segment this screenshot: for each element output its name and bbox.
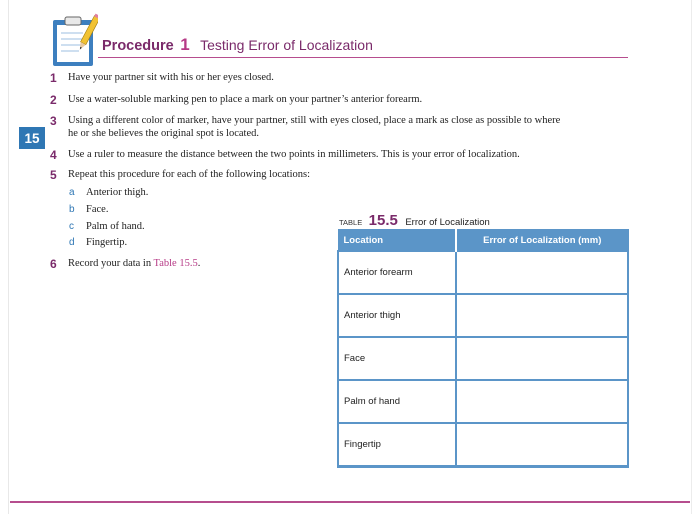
procedure-word: Procedure	[102, 38, 174, 54]
step-text: Repeat this procedure for each of the following locations:	[68, 169, 311, 180]
step-text-end: .	[197, 258, 201, 269]
clipboard-pencil-icon	[50, 12, 98, 68]
substep-c	[69, 221, 145, 233]
step-text: Record your data in	[68, 258, 152, 269]
substep-text: Face.	[86, 204, 109, 215]
error-of-localization-table	[337, 229, 629, 468]
column-header-location: Location	[338, 230, 456, 252]
step-6	[50, 258, 200, 273]
substep-text: Fingertip.	[86, 237, 128, 248]
table-row	[338, 337, 628, 380]
table-reference-link[interactable]: Table 15.5	[153, 258, 198, 269]
location-cell: Fingertip	[338, 423, 456, 467]
table-number: 15.5	[368, 212, 398, 229]
table-title: Error of Localization	[405, 217, 490, 228]
error-entry-cell[interactable]	[456, 423, 628, 467]
step-text: Have your partner sit with his or her eyes closed.	[68, 72, 274, 83]
step-text-line-2: he or she believes the original spot is located.	[68, 127, 259, 139]
substep-letter: c	[69, 221, 74, 232]
substep-d	[69, 237, 127, 249]
step-text-line-1: Using a different color of marker, have your partner, still with eyes closed, place a mark as close as possible to where	[68, 115, 561, 126]
step-number: 4	[50, 148, 57, 162]
step-4	[50, 149, 520, 164]
error-entry-cell[interactable]	[456, 294, 628, 337]
table-label: TABLE	[339, 218, 363, 227]
step-3	[50, 115, 560, 140]
location-cell: Anterior thigh	[338, 294, 456, 337]
error-entry-cell[interactable]	[456, 337, 628, 380]
column-header-error: Error of Localization (mm)	[456, 230, 628, 252]
table-caption	[339, 212, 490, 230]
header-divider	[98, 57, 628, 58]
location-cell: Face	[338, 337, 456, 380]
chapter-tab: 15	[19, 127, 45, 149]
table-row	[338, 251, 628, 294]
left-page-rule	[8, 0, 9, 514]
step-number: 2	[50, 93, 57, 107]
substep-letter: a	[69, 187, 75, 198]
location-cell: Palm of hand	[338, 380, 456, 423]
table-row	[338, 423, 628, 467]
substep-text: Palm of hand.	[86, 221, 145, 232]
substep-b	[69, 204, 108, 216]
step-text: Use a water-soluble marking pen to place a mark on your partner’s anterior forearm.	[68, 94, 423, 105]
substep-letter: d	[69, 237, 75, 248]
table-row	[338, 380, 628, 423]
substep-a	[69, 187, 148, 199]
step-text: Use a ruler to measure the distance between the two points in millimeters. This is your error of localization.	[68, 149, 520, 160]
procedure-header	[102, 35, 373, 55]
procedure-title: Testing Error of Localization	[200, 37, 373, 53]
location-cell: Anterior forearm	[338, 251, 456, 294]
right-page-rule	[691, 0, 692, 514]
procedure-number: 1	[180, 35, 190, 54]
substep-letter: b	[69, 204, 75, 215]
error-entry-cell[interactable]	[456, 251, 628, 294]
table-header-row	[338, 230, 628, 252]
page-bottom-divider	[10, 501, 690, 503]
step-2	[50, 94, 422, 109]
step-number: 1	[50, 71, 57, 85]
substep-text: Anterior thigh.	[86, 187, 149, 198]
table-row	[338, 294, 628, 337]
step-1	[50, 72, 274, 87]
step-5	[50, 169, 310, 184]
step-number: 3	[50, 114, 57, 128]
step-number: 6	[50, 257, 57, 271]
step-number: 5	[50, 168, 57, 182]
error-entry-cell[interactable]	[456, 380, 628, 423]
